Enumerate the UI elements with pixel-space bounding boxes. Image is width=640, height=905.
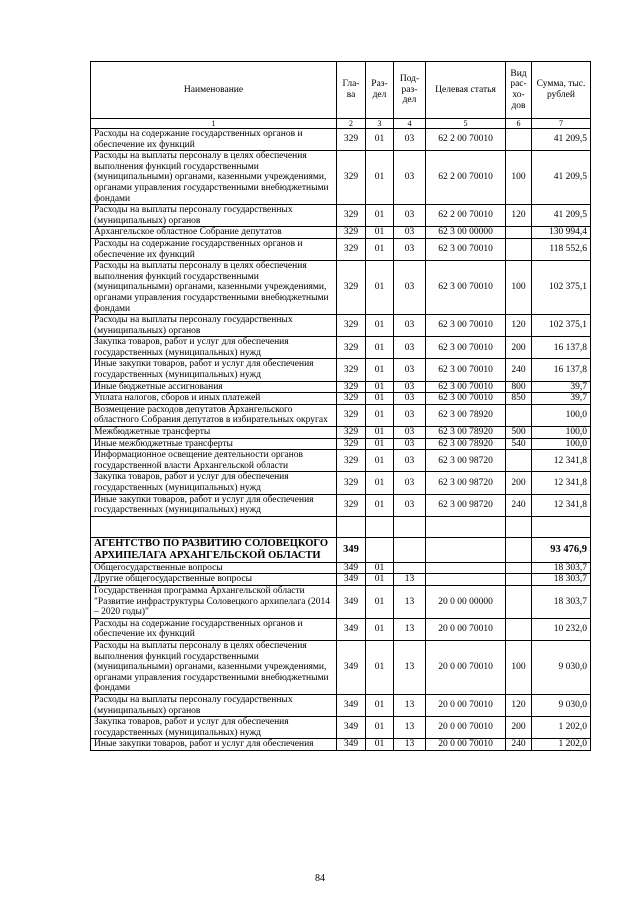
cell-glava: 329: [337, 238, 366, 260]
col-header-razdel: Раз-дел: [366, 62, 394, 119]
cell-expense-type: 100: [506, 151, 532, 205]
cell-name: Расходы на выплаты персоналу в целях обеспечения выполнения функций государственными (муниципальными) органами, казенными учреждениями, органами управления государственными внебюджетными фондами: [91, 640, 337, 694]
cell-razdel: 01: [366, 393, 394, 405]
cell-glava: 329: [337, 205, 366, 227]
cell-name: Расходы на содержание государственных органов и обеспечение их функций: [91, 238, 337, 260]
cell-expense-type: 100: [506, 261, 532, 315]
cell-name: [91, 516, 337, 537]
col-number: 7: [532, 119, 591, 129]
cell-target-article: [426, 574, 506, 586]
cell-glava: 329: [337, 129, 366, 151]
cell-expense-type: [506, 516, 532, 537]
table-row: [91, 261, 591, 315]
cell-expense-type: 120: [506, 694, 532, 716]
cell-razdel: 01: [366, 381, 394, 393]
cell-podrazdel: 03: [394, 227, 426, 239]
cell-amount: 100,0: [532, 404, 591, 426]
cell-podrazdel: 03: [394, 427, 426, 439]
cell-glava: 349: [337, 694, 366, 716]
cell-name: Иные бюджетные ассигнования: [91, 381, 337, 393]
cell-amount: 9 030,0: [532, 694, 591, 716]
cell-razdel: 01: [366, 238, 394, 260]
cell-podrazdel: 03: [394, 472, 426, 494]
cell-amount: 118 552,6: [532, 238, 591, 260]
cell-amount: 18 303,7: [532, 562, 591, 574]
cell-podrazdel: 13: [394, 618, 426, 640]
cell-target-article: 62 2 00 70010: [426, 205, 506, 227]
cell-amount: 12 341,8: [532, 472, 591, 494]
cell-target-article: 20 0 00 70010: [426, 618, 506, 640]
cell-expense-type: 120: [506, 205, 532, 227]
table-row: [91, 562, 591, 574]
cell-glava: 329: [337, 151, 366, 205]
cell-target-article: 62 2 00 70010: [426, 151, 506, 205]
cell-target-article: 20 0 00 70010: [426, 694, 506, 716]
cell-glava: 329: [337, 315, 366, 337]
col-number: 6: [506, 119, 532, 129]
cell-name: АГЕНТСТВО ПО РАЗВИТИЮ СОЛОВЕЦКОГО АРХИПЕЛАГА АРХАНГЕЛЬСКОЙ ОБЛАСТИ: [91, 537, 337, 562]
cell-expense-type: 200: [506, 337, 532, 359]
cell-glava: 329: [337, 438, 366, 450]
cell-target-article: 62 3 00 70010: [426, 337, 506, 359]
table-row: [91, 359, 591, 381]
cell-podrazdel: 13: [394, 694, 426, 716]
cell-name: Межбюджетные трансферты: [91, 427, 337, 439]
cell-amount: 1 202,0: [532, 717, 591, 739]
cell-name: Общегосударственные вопросы: [91, 562, 337, 574]
cell-amount: 16 137,8: [532, 359, 591, 381]
cell-target-article: 20 0 00 70010: [426, 739, 506, 751]
cell-target-article: 62 3 00 70010: [426, 381, 506, 393]
table-row: [91, 315, 591, 337]
cell-podrazdel: 03: [394, 261, 426, 315]
cell-podrazdel: 03: [394, 337, 426, 359]
cell-podrazdel: 03: [394, 315, 426, 337]
cell-amount: 102 375,1: [532, 261, 591, 315]
cell-amount: 1 202,0: [532, 739, 591, 751]
cell-razdel: 01: [366, 404, 394, 426]
cell-razdel: 01: [366, 472, 394, 494]
cell-razdel: 01: [366, 261, 394, 315]
cell-expense-type: 240: [506, 359, 532, 381]
cell-name: Расходы на содержание государственных органов и обеспечение их функций: [91, 129, 337, 151]
cell-amount: 9 030,0: [532, 640, 591, 694]
cell-razdel: 01: [366, 427, 394, 439]
cell-glava: 349: [337, 574, 366, 586]
cell-amount: 102 375,1: [532, 315, 591, 337]
page-number: 84: [315, 873, 325, 884]
cell-amount: 12 341,8: [532, 450, 591, 472]
cell-razdel: 01: [366, 438, 394, 450]
cell-expense-type: 540: [506, 438, 532, 450]
cell-amount: 100,0: [532, 438, 591, 450]
table-body: [91, 129, 591, 751]
cell-expense-type: 500: [506, 427, 532, 439]
cell-target-article: 62 3 00 70010: [426, 393, 506, 405]
cell-expense-type: [506, 450, 532, 472]
section-header-row: [91, 537, 591, 562]
cell-target-article: 62 3 00 00000: [426, 227, 506, 239]
column-number-row: [91, 119, 591, 129]
cell-glava: 329: [337, 404, 366, 426]
table-row: [91, 618, 591, 640]
cell-target-article: 62 3 00 70010: [426, 359, 506, 381]
cell-razdel: 01: [366, 205, 394, 227]
cell-podrazdel: 03: [394, 205, 426, 227]
cell-expense-type: [506, 238, 532, 260]
table-row: [91, 472, 591, 494]
col-number: 5: [426, 119, 506, 129]
cell-podrazdel: [394, 516, 426, 537]
cell-expense-type: 200: [506, 472, 532, 494]
table-row: [91, 574, 591, 586]
cell-name: Возмещение расходов депутатов Архангельского областного Собрания депутатов в избирательных округах: [91, 404, 337, 426]
cell-name: Уплата налогов, сборов и иных платежей: [91, 393, 337, 405]
cell-amount: 41 209,5: [532, 129, 591, 151]
cell-podrazdel: 13: [394, 717, 426, 739]
cell-target-article: 62 3 00 78920: [426, 404, 506, 426]
cell-podrazdel: [394, 537, 426, 562]
table-row: [91, 205, 591, 227]
cell-target-article: [426, 537, 506, 562]
cell-name: Иные закупки товаров, работ и услуг для обеспечения государственных (муниципальных) нужд: [91, 359, 337, 381]
cell-podrazdel: 13: [394, 739, 426, 751]
table-row: [91, 393, 591, 405]
cell-amount: 41 209,5: [532, 205, 591, 227]
cell-amount: [532, 516, 591, 537]
cell-amount: 39,7: [532, 381, 591, 393]
table-row: [91, 717, 591, 739]
cell-razdel: [366, 516, 394, 537]
col-header-glava: Гла-ва: [337, 62, 366, 119]
table-row: [91, 739, 591, 751]
table-row: [91, 640, 591, 694]
table-row: [91, 438, 591, 450]
cell-name: Иные закупки товаров, работ и услуг для обеспечения государственных (муниципальных) нужд: [91, 494, 337, 516]
cell-amount: 18 303,7: [532, 574, 591, 586]
cell-amount: 39,7: [532, 393, 591, 405]
cell-razdel: 01: [366, 574, 394, 586]
cell-podrazdel: 03: [394, 450, 426, 472]
cell-glava: 329: [337, 494, 366, 516]
cell-razdel: 01: [366, 129, 394, 151]
cell-name: Расходы на выплаты персоналу в целях обеспечения выполнения функций государственными (муниципальными) органами, казенными учреждениями, органами управления государственными внебюджетными фондами: [91, 151, 337, 205]
col-number: 1: [91, 119, 337, 129]
cell-target-article: 20 0 00 70010: [426, 640, 506, 694]
cell-target-article: 62 3 00 98720: [426, 494, 506, 516]
table-row: [91, 151, 591, 205]
cell-target-article: [426, 516, 506, 537]
cell-glava: [337, 516, 366, 537]
cell-name: Закупка товаров, работ и услуг для обеспечения государственных (муниципальных) нужд: [91, 717, 337, 739]
cell-podrazdel: 03: [394, 359, 426, 381]
col-number: 4: [394, 119, 426, 129]
cell-glava: 349: [337, 739, 366, 751]
cell-glava: 349: [337, 537, 366, 562]
table-row: [91, 427, 591, 439]
cell-podrazdel: 03: [394, 129, 426, 151]
cell-razdel: 01: [366, 739, 394, 751]
cell-glava: 329: [337, 393, 366, 405]
cell-expense-type: [506, 537, 532, 562]
cell-amount: 41 209,5: [532, 151, 591, 205]
cell-razdel: 01: [366, 494, 394, 516]
col-header-vid: Вид рас-хо-дов: [506, 62, 532, 119]
cell-razdel: 01: [366, 315, 394, 337]
cell-glava: 349: [337, 562, 366, 574]
cell-name: Закупка товаров, работ и услуг для обеспечения государственных (муниципальных) нужд: [91, 472, 337, 494]
blank-row: [91, 516, 591, 537]
header-row: [91, 62, 591, 119]
table-row: [91, 381, 591, 393]
cell-glava: 349: [337, 618, 366, 640]
cell-glava: 329: [337, 261, 366, 315]
col-header-statya: Целевая статья: [426, 62, 506, 119]
cell-glava: 349: [337, 717, 366, 739]
cell-glava: 349: [337, 585, 366, 618]
cell-expense-type: 200: [506, 717, 532, 739]
cell-target-article: [426, 562, 506, 574]
cell-razdel: 01: [366, 618, 394, 640]
cell-expense-type: [506, 618, 532, 640]
cell-glava: 329: [337, 359, 366, 381]
cell-name: Государственная программа Архангельской области "Развитие инфраструктуры Соловецкого архипелага (2014 – 2020 годы)": [91, 585, 337, 618]
cell-expense-type: [506, 562, 532, 574]
table-row: [91, 129, 591, 151]
cell-target-article: 62 3 00 78920: [426, 438, 506, 450]
table-row: [91, 238, 591, 260]
table-row: [91, 694, 591, 716]
cell-glava: 329: [337, 227, 366, 239]
cell-expense-type: 850: [506, 393, 532, 405]
cell-razdel: 01: [366, 585, 394, 618]
cell-name: Архангельское областное Собрание депутатов: [91, 227, 337, 239]
cell-name: Иные закупки товаров, работ и услуг для обеспечения: [91, 739, 337, 751]
cell-podrazdel: 03: [394, 404, 426, 426]
cell-target-article: 62 3 00 98720: [426, 472, 506, 494]
cell-razdel: 01: [366, 151, 394, 205]
cell-expense-type: 240: [506, 494, 532, 516]
cell-amount: 18 303,7: [532, 585, 591, 618]
cell-glava: 329: [337, 450, 366, 472]
cell-glava: 329: [337, 381, 366, 393]
cell-razdel: 01: [366, 337, 394, 359]
table-row: [91, 404, 591, 426]
cell-expense-type: [506, 585, 532, 618]
cell-expense-type: 800: [506, 381, 532, 393]
cell-name: Закупка товаров, работ и услуг для обеспечения государственных (муниципальных) нужд: [91, 337, 337, 359]
cell-target-article: 62 3 00 70010: [426, 315, 506, 337]
col-number: 2: [337, 119, 366, 129]
cell-name: Расходы на содержание государственных органов и обеспечение их функций: [91, 618, 337, 640]
cell-glava: 329: [337, 337, 366, 359]
col-number: 3: [366, 119, 394, 129]
cell-amount: 93 476,9: [532, 537, 591, 562]
budget-table: [90, 61, 591, 751]
cell-name: Информационное освещение деятельности органов государственной власти Архангельской области: [91, 450, 337, 472]
cell-podrazdel: 03: [394, 151, 426, 205]
cell-name: Расходы на выплаты персоналу государственных (муниципальных) органов: [91, 315, 337, 337]
col-header-name: Наименование: [91, 62, 337, 119]
cell-expense-type: [506, 129, 532, 151]
table-row: [91, 450, 591, 472]
cell-glava: 329: [337, 472, 366, 494]
cell-podrazdel: 13: [394, 640, 426, 694]
table-row: [91, 494, 591, 516]
cell-podrazdel: 03: [394, 238, 426, 260]
cell-razdel: [366, 537, 394, 562]
table-row: [91, 227, 591, 239]
cell-target-article: 62 3 00 98720: [426, 450, 506, 472]
cell-target-article: 62 3 00 70010: [426, 261, 506, 315]
cell-glava: 349: [337, 640, 366, 694]
cell-glava: 329: [337, 427, 366, 439]
col-header-podrazdel: Под-раз-дел: [394, 62, 426, 119]
cell-target-article: 20 0 00 70010: [426, 717, 506, 739]
cell-name: Расходы на выплаты персоналу государственных (муниципальных) органов: [91, 694, 337, 716]
cell-amount: 12 341,8: [532, 494, 591, 516]
cell-razdel: 01: [366, 450, 394, 472]
cell-podrazdel: [394, 562, 426, 574]
cell-name: Расходы на выплаты персоналу государственных (муниципальных) органов: [91, 205, 337, 227]
cell-amount: 10 232,0: [532, 618, 591, 640]
cell-expense-type: 120: [506, 315, 532, 337]
cell-expense-type: 240: [506, 739, 532, 751]
cell-amount: 100,0: [532, 427, 591, 439]
cell-razdel: 01: [366, 359, 394, 381]
cell-razdel: 01: [366, 227, 394, 239]
cell-name: Другие общегосударственные вопросы: [91, 574, 337, 586]
cell-target-article: 62 2 00 70010: [426, 129, 506, 151]
table-row: [91, 337, 591, 359]
cell-razdel: 01: [366, 717, 394, 739]
table-row: [91, 585, 591, 618]
cell-razdel: 01: [366, 562, 394, 574]
col-header-summa: Сумма, тыс. рублей: [532, 62, 591, 119]
cell-target-article: 20 0 00 00000: [426, 585, 506, 618]
cell-razdel: 01: [366, 640, 394, 694]
cell-expense-type: [506, 227, 532, 239]
cell-expense-type: [506, 574, 532, 586]
cell-podrazdel: 03: [394, 381, 426, 393]
cell-name: Расходы на выплаты персоналу в целях обеспечения выполнения функций государственными (муниципальными) органами, казенными учреждениями, органами управления государственными внебюджетными фондами: [91, 261, 337, 315]
cell-amount: 130 994,4: [532, 227, 591, 239]
cell-podrazdel: 13: [394, 574, 426, 586]
cell-podrazdel: 03: [394, 494, 426, 516]
cell-expense-type: [506, 404, 532, 426]
cell-podrazdel: 13: [394, 585, 426, 618]
cell-target-article: 62 3 00 78920: [426, 427, 506, 439]
cell-razdel: 01: [366, 694, 394, 716]
cell-target-article: 62 3 00 70010: [426, 238, 506, 260]
cell-podrazdel: 03: [394, 393, 426, 405]
cell-amount: 16 137,8: [532, 337, 591, 359]
cell-podrazdel: 03: [394, 438, 426, 450]
cell-expense-type: 100: [506, 640, 532, 694]
cell-name: Иные межбюджетные трансферты: [91, 438, 337, 450]
